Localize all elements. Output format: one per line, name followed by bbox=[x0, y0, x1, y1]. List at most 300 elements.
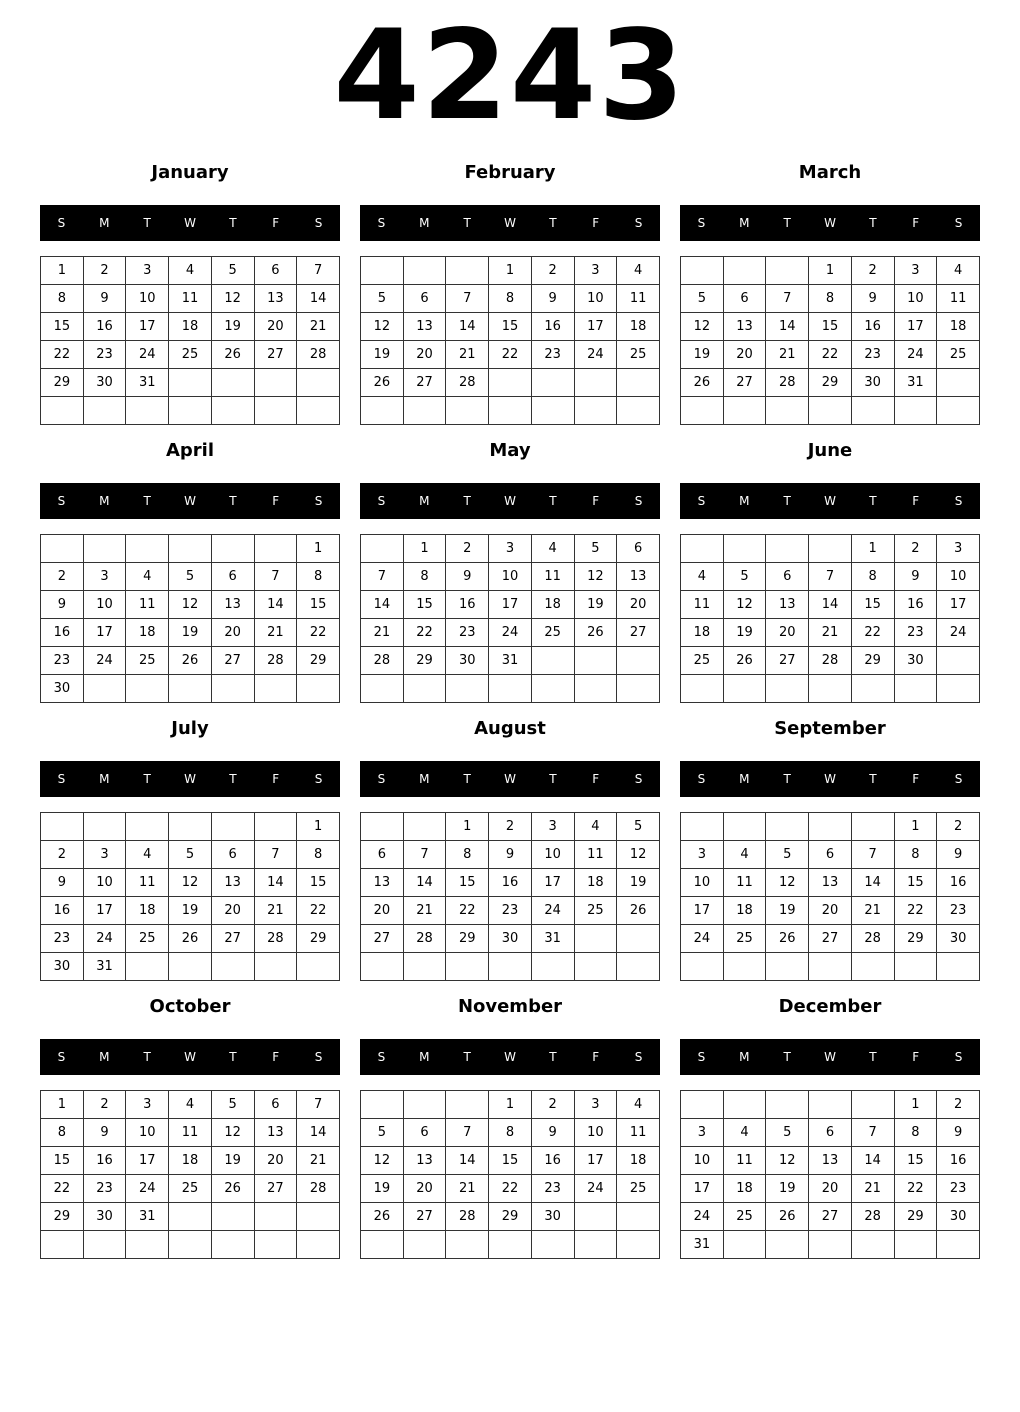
day-cell: 25 bbox=[126, 925, 169, 953]
day-cell: 6 bbox=[617, 535, 660, 563]
week-row bbox=[41, 619, 340, 647]
week-row bbox=[361, 591, 660, 619]
day-cell bbox=[937, 369, 980, 397]
day-cell: 8 bbox=[297, 841, 340, 869]
day-cell bbox=[574, 647, 617, 675]
day-cell: 16 bbox=[937, 1147, 980, 1175]
day-cell: 11 bbox=[169, 285, 212, 313]
day-cell: 1 bbox=[894, 813, 937, 841]
day-cell: 19 bbox=[169, 619, 212, 647]
day-cell: 11 bbox=[126, 869, 169, 897]
day-cell: 25 bbox=[126, 647, 169, 675]
day-cell: 15 bbox=[894, 1147, 937, 1175]
day-cell: 20 bbox=[403, 1175, 446, 1203]
week-row bbox=[41, 813, 340, 841]
day-cell bbox=[403, 1231, 446, 1259]
weekday-label: S bbox=[57, 494, 66, 508]
week-row bbox=[361, 1231, 660, 1259]
week-row bbox=[681, 257, 980, 285]
day-cell: 23 bbox=[83, 341, 126, 369]
week-row bbox=[681, 953, 980, 981]
month-title: May bbox=[489, 440, 531, 461]
day-cell bbox=[723, 1231, 766, 1259]
day-cell: 2 bbox=[446, 535, 489, 563]
weekday-label: T bbox=[869, 216, 877, 230]
weekday-label: S bbox=[954, 216, 963, 230]
day-cell: 25 bbox=[617, 341, 660, 369]
day-cell: 27 bbox=[211, 647, 254, 675]
day-cell bbox=[83, 675, 126, 703]
day-cell: 21 bbox=[297, 313, 340, 341]
week-row bbox=[681, 313, 980, 341]
week-row bbox=[41, 285, 340, 313]
day-cell: 16 bbox=[894, 591, 937, 619]
day-cell: 9 bbox=[531, 1119, 574, 1147]
day-cell bbox=[83, 1231, 126, 1259]
day-cell: 23 bbox=[41, 647, 84, 675]
day-cell: 4 bbox=[617, 1091, 660, 1119]
day-cell: 23 bbox=[937, 1175, 980, 1203]
day-cell: 18 bbox=[617, 313, 660, 341]
weekday-label: T bbox=[549, 772, 557, 786]
weekday-label: W bbox=[824, 494, 836, 508]
day-cell: 6 bbox=[723, 285, 766, 313]
day-cell bbox=[41, 1231, 84, 1259]
day-cell bbox=[254, 1203, 297, 1231]
day-cell: 5 bbox=[723, 563, 766, 591]
day-cell: 14 bbox=[297, 285, 340, 313]
day-cell: 5 bbox=[169, 563, 212, 591]
day-cell: 21 bbox=[254, 897, 297, 925]
day-cell bbox=[361, 1231, 404, 1259]
day-cell: 12 bbox=[766, 869, 809, 897]
weekday-label: W bbox=[184, 494, 196, 508]
day-cell: 22 bbox=[894, 897, 937, 925]
day-cell: 29 bbox=[297, 925, 340, 953]
weekday-label: S bbox=[634, 216, 643, 230]
weekday-label: S bbox=[314, 772, 323, 786]
day-cell: 20 bbox=[211, 619, 254, 647]
day-cell: 28 bbox=[361, 647, 404, 675]
day-cell: 9 bbox=[937, 1119, 980, 1147]
day-cell: 30 bbox=[446, 647, 489, 675]
day-cell: 31 bbox=[126, 369, 169, 397]
day-cell bbox=[361, 675, 404, 703]
weekday-label: T bbox=[229, 1050, 237, 1064]
weekday-label: T bbox=[783, 1050, 791, 1064]
week-row bbox=[681, 369, 980, 397]
day-cell: 20 bbox=[211, 897, 254, 925]
day-cell: 27 bbox=[809, 1203, 852, 1231]
day-cell: 25 bbox=[723, 1203, 766, 1231]
day-cell: 6 bbox=[211, 563, 254, 591]
weekday-label: S bbox=[634, 772, 643, 786]
day-cell: 16 bbox=[41, 619, 84, 647]
day-cell: 6 bbox=[809, 1119, 852, 1147]
week-row bbox=[681, 341, 980, 369]
month-title: January bbox=[151, 162, 229, 183]
week-row bbox=[681, 1175, 980, 1203]
day-cell: 7 bbox=[809, 563, 852, 591]
day-cell: 3 bbox=[83, 841, 126, 869]
day-cell: 25 bbox=[681, 647, 724, 675]
day-cell: 15 bbox=[894, 869, 937, 897]
day-cell: 13 bbox=[617, 563, 660, 591]
weekday-header bbox=[40, 761, 340, 797]
day-cell: 30 bbox=[41, 675, 84, 703]
day-cell: 19 bbox=[574, 591, 617, 619]
day-cell: 3 bbox=[489, 535, 532, 563]
day-cell: 5 bbox=[617, 813, 660, 841]
day-cell: 18 bbox=[617, 1147, 660, 1175]
day-cell: 16 bbox=[83, 313, 126, 341]
day-cell: 8 bbox=[489, 285, 532, 313]
day-cell: 4 bbox=[723, 1119, 766, 1147]
week-row bbox=[41, 1231, 340, 1259]
week-row bbox=[681, 1203, 980, 1231]
day-cell: 3 bbox=[126, 1091, 169, 1119]
day-cell: 14 bbox=[851, 869, 894, 897]
day-cell: 13 bbox=[211, 591, 254, 619]
week-row bbox=[361, 925, 660, 953]
day-cell bbox=[169, 369, 212, 397]
day-cell: 27 bbox=[211, 925, 254, 953]
day-cell: 15 bbox=[297, 591, 340, 619]
week-row bbox=[361, 285, 660, 313]
day-cell bbox=[169, 1203, 212, 1231]
day-cell: 18 bbox=[723, 1175, 766, 1203]
week-row bbox=[681, 841, 980, 869]
day-cell bbox=[681, 257, 724, 285]
day-cell: 10 bbox=[489, 563, 532, 591]
day-cell bbox=[766, 813, 809, 841]
day-cell: 24 bbox=[531, 897, 574, 925]
weekday-label: M bbox=[739, 1050, 750, 1064]
day-cell: 15 bbox=[489, 313, 532, 341]
month-title: February bbox=[464, 162, 556, 183]
weekday-label: M bbox=[739, 216, 750, 230]
weekday-label: F bbox=[912, 494, 920, 508]
day-grid bbox=[40, 812, 340, 981]
day-cell bbox=[617, 925, 660, 953]
weekday-label: M bbox=[419, 216, 430, 230]
day-cell: 9 bbox=[489, 841, 532, 869]
day-cell: 4 bbox=[531, 535, 574, 563]
day-cell: 8 bbox=[403, 563, 446, 591]
week-row bbox=[41, 341, 340, 369]
weekday-label: T bbox=[143, 1050, 151, 1064]
day-cell: 20 bbox=[809, 897, 852, 925]
day-cell: 18 bbox=[169, 1147, 212, 1175]
day-cell: 27 bbox=[361, 925, 404, 953]
day-cell: 29 bbox=[809, 369, 852, 397]
day-cell bbox=[681, 397, 724, 425]
day-cell: 10 bbox=[531, 841, 574, 869]
day-cell: 21 bbox=[297, 1147, 340, 1175]
weekday-label: W bbox=[504, 216, 516, 230]
day-cell: 9 bbox=[531, 285, 574, 313]
weekday-label: T bbox=[143, 216, 151, 230]
day-cell bbox=[809, 1091, 852, 1119]
day-cell bbox=[851, 1091, 894, 1119]
day-cell: 21 bbox=[851, 897, 894, 925]
day-cell: 10 bbox=[894, 285, 937, 313]
week-row bbox=[41, 591, 340, 619]
day-cell: 27 bbox=[254, 1175, 297, 1203]
day-cell bbox=[766, 535, 809, 563]
weekday-label: S bbox=[954, 494, 963, 508]
day-cell: 14 bbox=[361, 591, 404, 619]
day-cell bbox=[361, 1091, 404, 1119]
weekday-label: S bbox=[314, 216, 323, 230]
weekday-label: T bbox=[463, 1050, 471, 1064]
day-cell: 17 bbox=[681, 1175, 724, 1203]
day-cell: 3 bbox=[83, 563, 126, 591]
day-cell: 17 bbox=[126, 313, 169, 341]
day-cell bbox=[297, 675, 340, 703]
weekday-label: W bbox=[824, 1050, 836, 1064]
day-cell: 1 bbox=[403, 535, 446, 563]
day-cell bbox=[361, 257, 404, 285]
day-cell: 22 bbox=[297, 897, 340, 925]
week-row bbox=[41, 1147, 340, 1175]
day-cell: 23 bbox=[83, 1175, 126, 1203]
day-cell: 6 bbox=[403, 285, 446, 313]
day-grid bbox=[680, 1090, 980, 1259]
day-cell: 11 bbox=[681, 591, 724, 619]
day-cell bbox=[851, 675, 894, 703]
day-cell: 31 bbox=[894, 369, 937, 397]
day-cell bbox=[809, 813, 852, 841]
weekday-label: S bbox=[57, 1050, 66, 1064]
day-cell: 14 bbox=[809, 591, 852, 619]
day-grid bbox=[360, 534, 660, 703]
day-cell: 19 bbox=[681, 341, 724, 369]
day-cell: 24 bbox=[681, 1203, 724, 1231]
day-cell: 24 bbox=[126, 1175, 169, 1203]
day-cell bbox=[531, 953, 574, 981]
day-cell: 8 bbox=[894, 1119, 937, 1147]
weekday-label: F bbox=[272, 216, 280, 230]
day-cell: 6 bbox=[254, 257, 297, 285]
day-cell: 11 bbox=[617, 285, 660, 313]
day-cell: 3 bbox=[574, 1091, 617, 1119]
week-row bbox=[361, 1203, 660, 1231]
day-cell: 10 bbox=[937, 563, 980, 591]
week-row bbox=[41, 369, 340, 397]
day-cell: 5 bbox=[211, 257, 254, 285]
week-row bbox=[41, 925, 340, 953]
weekday-label: S bbox=[377, 1050, 386, 1064]
day-grid bbox=[360, 256, 660, 425]
day-cell: 13 bbox=[403, 1147, 446, 1175]
day-cell: 21 bbox=[851, 1175, 894, 1203]
day-cell: 7 bbox=[254, 563, 297, 591]
day-cell: 23 bbox=[937, 897, 980, 925]
day-cell: 25 bbox=[169, 1175, 212, 1203]
day-cell: 9 bbox=[446, 563, 489, 591]
day-cell: 30 bbox=[83, 369, 126, 397]
day-cell: 27 bbox=[809, 925, 852, 953]
day-cell: 29 bbox=[41, 1203, 84, 1231]
weekday-label: S bbox=[697, 772, 706, 786]
weekday-label: F bbox=[272, 772, 280, 786]
day-cell: 17 bbox=[126, 1147, 169, 1175]
day-cell bbox=[126, 535, 169, 563]
day-cell bbox=[617, 1231, 660, 1259]
day-cell: 11 bbox=[723, 1147, 766, 1175]
day-cell: 25 bbox=[531, 619, 574, 647]
weekday-label: M bbox=[99, 494, 110, 508]
day-cell: 31 bbox=[83, 953, 126, 981]
day-cell: 11 bbox=[126, 591, 169, 619]
day-cell: 20 bbox=[254, 313, 297, 341]
day-cell: 22 bbox=[489, 1175, 532, 1203]
day-cell bbox=[937, 953, 980, 981]
week-row bbox=[681, 1147, 980, 1175]
day-grid bbox=[680, 534, 980, 703]
day-cell: 4 bbox=[169, 257, 212, 285]
month-title: April bbox=[165, 440, 215, 461]
day-cell bbox=[851, 397, 894, 425]
day-grid bbox=[680, 256, 980, 425]
weekday-header bbox=[680, 1039, 980, 1075]
day-cell bbox=[723, 813, 766, 841]
day-cell: 3 bbox=[531, 813, 574, 841]
week-row bbox=[681, 1091, 980, 1119]
day-cell bbox=[766, 1091, 809, 1119]
day-cell: 7 bbox=[254, 841, 297, 869]
day-cell: 26 bbox=[723, 647, 766, 675]
day-cell bbox=[574, 397, 617, 425]
day-cell: 15 bbox=[809, 313, 852, 341]
day-cell bbox=[361, 397, 404, 425]
day-cell bbox=[851, 1231, 894, 1259]
day-cell: 30 bbox=[41, 953, 84, 981]
day-cell bbox=[403, 953, 446, 981]
day-cell: 11 bbox=[531, 563, 574, 591]
day-cell: 28 bbox=[254, 647, 297, 675]
day-cell bbox=[723, 257, 766, 285]
weekday-label: W bbox=[184, 1050, 196, 1064]
day-cell: 17 bbox=[681, 897, 724, 925]
day-cell: 28 bbox=[851, 1203, 894, 1231]
day-cell: 15 bbox=[446, 869, 489, 897]
day-cell: 19 bbox=[766, 1175, 809, 1203]
day-cell bbox=[617, 1203, 660, 1231]
day-cell: 26 bbox=[681, 369, 724, 397]
day-cell: 19 bbox=[169, 897, 212, 925]
day-cell: 4 bbox=[126, 841, 169, 869]
day-cell bbox=[574, 925, 617, 953]
day-cell: 13 bbox=[254, 285, 297, 313]
day-cell: 6 bbox=[361, 841, 404, 869]
day-cell: 30 bbox=[531, 1203, 574, 1231]
day-cell: 16 bbox=[83, 1147, 126, 1175]
day-cell bbox=[254, 1231, 297, 1259]
week-row bbox=[681, 619, 980, 647]
day-cell: 18 bbox=[126, 897, 169, 925]
day-cell bbox=[851, 813, 894, 841]
day-cell: 9 bbox=[83, 1119, 126, 1147]
day-cell bbox=[851, 953, 894, 981]
day-cell: 20 bbox=[361, 897, 404, 925]
day-cell: 26 bbox=[766, 925, 809, 953]
day-cell: 26 bbox=[361, 369, 404, 397]
day-cell: 13 bbox=[809, 869, 852, 897]
day-cell: 11 bbox=[723, 869, 766, 897]
week-row bbox=[41, 1091, 340, 1119]
day-cell: 22 bbox=[297, 619, 340, 647]
day-cell: 22 bbox=[851, 619, 894, 647]
day-cell bbox=[41, 397, 84, 425]
day-cell: 28 bbox=[403, 925, 446, 953]
day-cell bbox=[723, 535, 766, 563]
day-cell bbox=[937, 397, 980, 425]
weekday-label: S bbox=[697, 494, 706, 508]
day-cell: 3 bbox=[894, 257, 937, 285]
day-cell: 26 bbox=[211, 341, 254, 369]
day-cell bbox=[723, 1091, 766, 1119]
weekday-label: T bbox=[783, 772, 791, 786]
day-cell: 2 bbox=[894, 535, 937, 563]
day-cell: 23 bbox=[531, 1175, 574, 1203]
day-cell bbox=[211, 1231, 254, 1259]
day-cell bbox=[531, 647, 574, 675]
day-cell: 31 bbox=[126, 1203, 169, 1231]
week-row bbox=[361, 869, 660, 897]
weekday-label: T bbox=[143, 494, 151, 508]
day-cell bbox=[489, 397, 532, 425]
day-cell: 7 bbox=[297, 257, 340, 285]
day-cell: 25 bbox=[617, 1175, 660, 1203]
day-cell: 2 bbox=[83, 257, 126, 285]
day-cell: 2 bbox=[851, 257, 894, 285]
day-cell: 23 bbox=[894, 619, 937, 647]
day-cell: 29 bbox=[894, 925, 937, 953]
day-cell: 27 bbox=[254, 341, 297, 369]
day-cell: 17 bbox=[83, 619, 126, 647]
day-cell: 1 bbox=[489, 1091, 532, 1119]
weekday-label: F bbox=[592, 494, 600, 508]
day-cell: 19 bbox=[361, 341, 404, 369]
day-cell: 31 bbox=[489, 647, 532, 675]
day-cell bbox=[446, 1091, 489, 1119]
day-cell: 11 bbox=[617, 1119, 660, 1147]
weekday-label: W bbox=[184, 772, 196, 786]
day-cell: 14 bbox=[254, 869, 297, 897]
day-cell: 27 bbox=[403, 369, 446, 397]
weekday-header bbox=[40, 205, 340, 241]
day-cell bbox=[254, 953, 297, 981]
weekday-label: S bbox=[954, 1050, 963, 1064]
day-cell bbox=[766, 1231, 809, 1259]
week-row bbox=[681, 563, 980, 591]
month-title: August bbox=[474, 718, 546, 739]
day-cell: 30 bbox=[937, 1203, 980, 1231]
day-cell: 20 bbox=[254, 1147, 297, 1175]
day-cell: 16 bbox=[489, 869, 532, 897]
day-cell: 18 bbox=[169, 313, 212, 341]
day-cell: 13 bbox=[766, 591, 809, 619]
day-grid bbox=[360, 1090, 660, 1259]
day-cell bbox=[574, 953, 617, 981]
day-cell bbox=[446, 257, 489, 285]
day-cell: 25 bbox=[574, 897, 617, 925]
day-cell: 6 bbox=[809, 841, 852, 869]
day-cell: 22 bbox=[446, 897, 489, 925]
weekday-header bbox=[360, 761, 660, 797]
